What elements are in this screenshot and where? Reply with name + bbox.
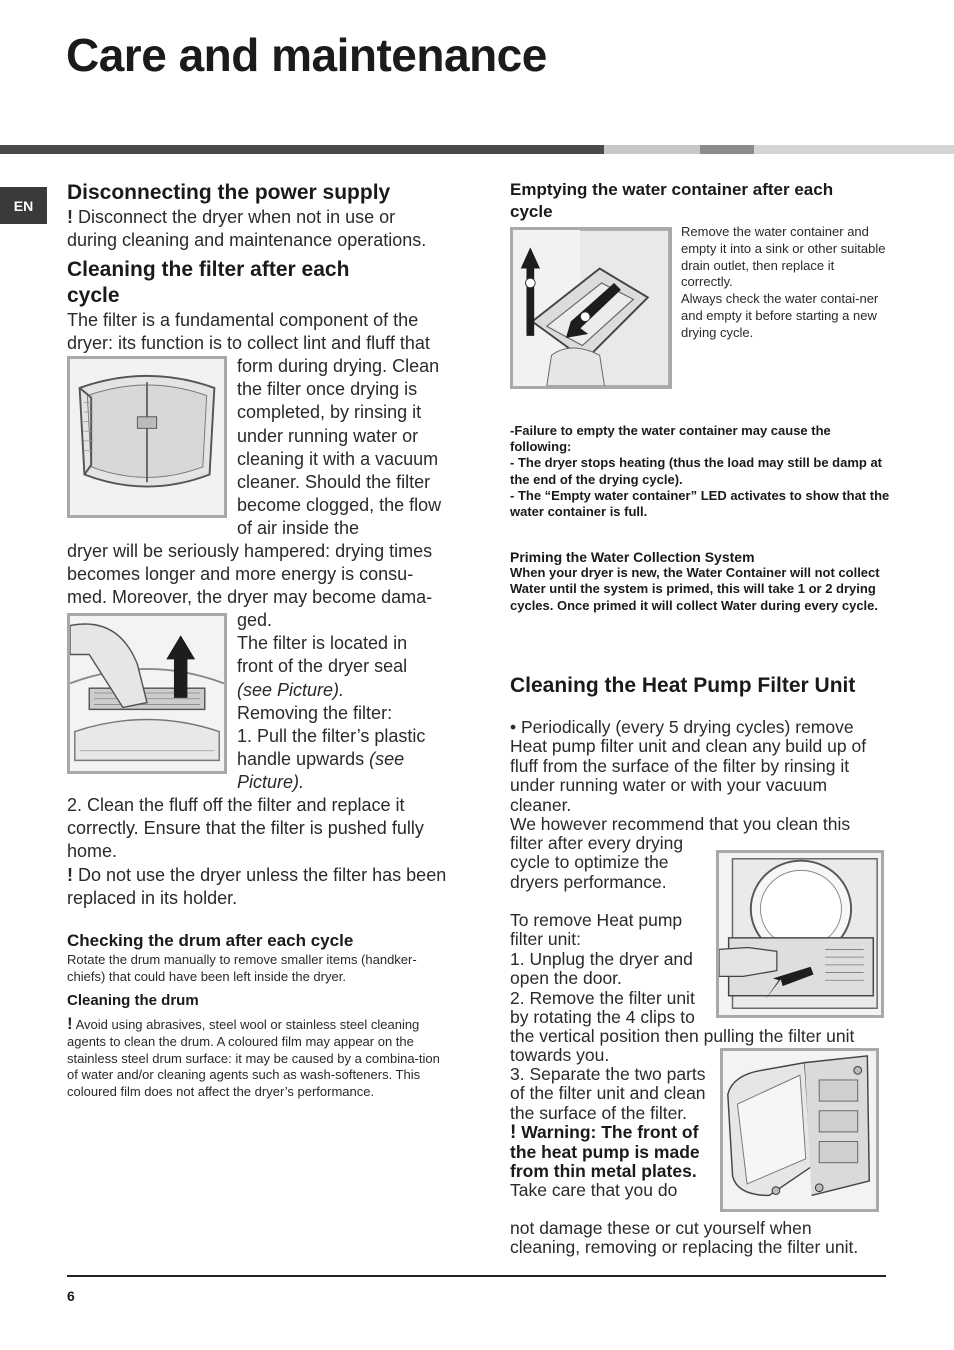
water-container-illustration bbox=[513, 230, 669, 386]
failure-notice bbox=[510, 423, 890, 520]
water-heading: Emptying the water container after each cycle bbox=[510, 180, 834, 221]
section-drum-clean bbox=[67, 991, 447, 1101]
heatpump-p1: • Periodically (every 5 drying cycles) remove Heat pump filter unit and clean any build up of fluff from the surface of the filter by rinsing it under running water or with your vacuum cleaner. bbox=[510, 717, 867, 815]
heatpump-p4: 1. Unplug the dryer and open the door. bbox=[510, 948, 693, 989]
filter-side-text-1: form during drying. Clean the filter once drying is completed, by rinsing it under running water or cleaning it with a vacuum cleaner. Should the filter become clogged, the flow of air inside the bbox=[237, 356, 442, 539]
heatpump-warning: ! Warning: The front of the heat pump is made from thin metal plates. bbox=[510, 1122, 700, 1182]
filter-warning: ! Do not use the dryer unless the filter has been replaced in its holder. bbox=[67, 864, 447, 908]
heatpump-p2b: filter after every drying cycle to optimize the dryers performance. bbox=[510, 833, 684, 892]
heatpump-p7a: Take care that you do bbox=[510, 1180, 678, 1201]
heatpump-p3: To remove Heat pump filter unit: bbox=[510, 910, 683, 950]
drum-check-text: Rotate the drum manually to remove smaller items (handker-chiefs) that could have been left inside the dryer. bbox=[67, 952, 417, 984]
heatpump-filter-image-2 bbox=[720, 1048, 879, 1212]
header-bar-light-1 bbox=[604, 145, 700, 154]
priming-heading: Priming the Water Collection System bbox=[510, 549, 755, 565]
heatpump-p2a: We however recommend that you clean this bbox=[510, 814, 851, 834]
header-bar-dark bbox=[0, 145, 604, 154]
power-text: ! Disconnect the dryer when not in use or during cleaning and maintenance operations. bbox=[67, 207, 427, 251]
warning-mark: ! bbox=[67, 864, 73, 885]
heatpump-p5a: 2. Remove the filter unit by rotating the 4 clips to bbox=[510, 987, 695, 1028]
filter-removal-illustration bbox=[70, 616, 224, 771]
lint-filter-illustration bbox=[70, 359, 224, 515]
warning-mark: ! bbox=[67, 207, 73, 227]
footer-rule bbox=[67, 1275, 886, 1277]
water-text-2: Always check the water contai-ner and empty it before starting a new drying cycle. bbox=[681, 291, 879, 340]
section-drum-check bbox=[67, 930, 447, 986]
filter-continued-text: dryer will be seriously hampered: drying times becomes longer and more energy is consu-med. Moreover, the dryer may become dama- bbox=[67, 541, 433, 608]
filter-image bbox=[67, 356, 227, 518]
filter-side-2c: Removing the filter: bbox=[237, 702, 393, 723]
heatpump-steps-a bbox=[510, 911, 710, 1027]
section-filter bbox=[67, 257, 447, 355]
warning-mark: ! bbox=[510, 1122, 517, 1144]
filter-heading: Cleaning the filter after each cycle bbox=[67, 258, 350, 307]
page-title: Care and maintenance bbox=[66, 29, 547, 81]
filter-side-2a: ged. bbox=[237, 610, 273, 630]
filter-intro: The filter is a fundamental component of the dryer: its function is to collect lint and fluff that bbox=[67, 310, 430, 354]
filter-side-2d: 1. Pull the filter’s plastic handle upwards (see Picture). bbox=[237, 726, 426, 793]
failure-line-3: - The “Empty water container” LED activates to show that the water container is full. bbox=[510, 487, 890, 520]
water-text bbox=[681, 224, 886, 342]
failure-line-2: - The dryer stops heating (thus the load may still be damp at the end of the drying cycle). bbox=[510, 455, 883, 487]
heatpump-p5b: the vertical position then pulling the filter unit towards you. bbox=[510, 1026, 855, 1066]
warning-mark: ! bbox=[67, 1014, 73, 1033]
filter-side-2b: The filter is located in front of the dryer seal (see Picture). bbox=[237, 633, 408, 700]
heatpump-filter-image-1 bbox=[716, 850, 884, 1018]
heatpump-p7b: not damage these or cut yourself when cleaning, removing or replacing the filter unit. bbox=[510, 1218, 859, 1258]
dryer-seal-image bbox=[67, 613, 227, 774]
page-number: 6 bbox=[67, 1288, 75, 1304]
power-heading: Disconnecting the power supply bbox=[67, 181, 391, 204]
water-container-image bbox=[510, 227, 672, 389]
dryer-open-door-illustration bbox=[719, 853, 881, 1015]
drum-clean-text: ! Avoid using abrasives, steel wool or stainless steel cleaning agents to clean the drum. A coloured film may appear on the stainless steel drum surface: it may be caused by a combina-tion of water and/or cleaning agents such as wash-softeners. This coloured film does not affect the dryer’s performance. bbox=[67, 1014, 440, 1100]
filter-step-2: 2. Clean the fluff off the filter and replace it correctly. Ensure that the filter is pushed fully home. ! Do not use the dryer unless the filter has been replaced in its holder. bbox=[67, 794, 447, 910]
drum-check-heading: Checking the drum after each cycle bbox=[67, 931, 354, 950]
water-text-1: Remove the water container and empty it into a sink or other suitable drain outlet, then replace it correctly. bbox=[681, 224, 886, 290]
header-bar-light-2 bbox=[754, 145, 954, 154]
section-power-supply bbox=[67, 180, 447, 252]
filter-side-text-2 bbox=[237, 609, 447, 795]
language-tab: EN bbox=[0, 187, 47, 224]
drum-clean-heading: Cleaning the drum bbox=[67, 992, 199, 1009]
filter-unit-parts-illustration bbox=[723, 1051, 876, 1209]
heatpump-p6: 3. Separate the two parts of the filter unit and clean the surface of the filter. bbox=[510, 1064, 706, 1123]
priming-text: When your dryer is new, the Water Container will not collect Water until the system is primed, this will take 1 or 2 drying cycles. Once primed it will collect Water during every cycle. bbox=[510, 565, 880, 613]
heatpump-steps-b bbox=[510, 1065, 718, 1201]
failure-line-1: -Failure to empty the water container may cause the following: bbox=[510, 423, 831, 455]
section-priming bbox=[510, 549, 890, 614]
heatpump-heading: Cleaning the Heat Pump Filter Unit bbox=[510, 674, 856, 697]
header-bar-mid bbox=[700, 145, 754, 154]
